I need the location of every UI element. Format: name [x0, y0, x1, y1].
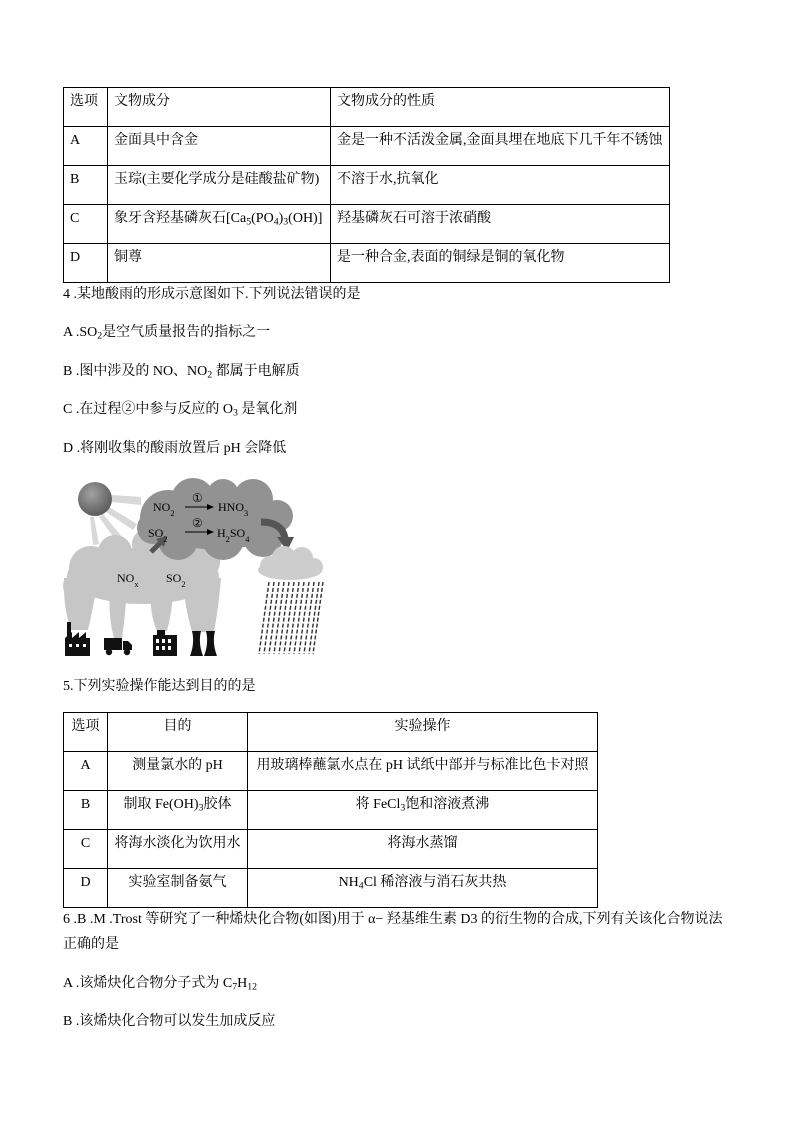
text-run: 饱和溶液煮沸: [405, 797, 490, 812]
truck-cargo: [104, 638, 122, 650]
rain-streak: [299, 582, 309, 654]
q4-option-a: [63, 323, 270, 343]
cell-property: 羟基磷灰石可溶于浓硝酸: [331, 205, 670, 244]
text-run: C .在过程②中参与反应的 O: [63, 402, 233, 417]
question-5-stem: 5.下列实验操作能达到目的的是: [63, 679, 256, 694]
subscript: 2: [225, 534, 230, 544]
rain-streak: [294, 582, 304, 654]
cell-option: A: [64, 752, 108, 791]
cell-property: 不溶于水,抗氧化: [331, 166, 670, 205]
subscript: 5: [246, 216, 252, 228]
text-run: SO: [229, 526, 246, 540]
rain-streak: [274, 582, 284, 654]
cell-option: D: [64, 244, 108, 283]
truck-wheel: [106, 649, 112, 655]
subscript: 4: [273, 216, 279, 228]
text-run: 胶体: [203, 797, 232, 812]
subscript: 2: [181, 579, 186, 589]
sun-ray: [112, 495, 141, 505]
cell-property: 金是一种不活泼金属,金面具埋在地底下几千年不锈蚀: [331, 127, 670, 166]
header-cell-property: 文物成分的性质: [331, 88, 670, 127]
text-run: 是空气质量报告的指标之一: [102, 325, 271, 340]
header-cell-operation: 实验操作: [248, 713, 598, 752]
cell-purpose: 将海水淡化为饮用水: [108, 830, 248, 869]
subscript: 7: [232, 981, 238, 993]
text-run: (PO: [251, 211, 274, 226]
subscript: 2: [163, 534, 168, 544]
text-run: NH: [338, 875, 359, 890]
text-run: H: [217, 526, 226, 540]
rain-streak: [304, 582, 314, 654]
smoke-plume: [183, 578, 221, 632]
table-row: [64, 752, 598, 791]
cooling-tower: [190, 631, 203, 656]
cell-operation: [248, 791, 598, 830]
subscript: 3: [400, 802, 406, 814]
text-run: 制取 Fe(OH): [123, 797, 199, 812]
rain-streak: [279, 582, 289, 654]
cooling-tower-icon: [190, 631, 217, 656]
text-run: HNO: [218, 500, 244, 514]
subscript: 2: [207, 369, 213, 381]
building-window: [162, 646, 165, 650]
cloud-puff: [305, 558, 323, 576]
cooling-tower: [204, 631, 217, 656]
cell-component: 铜尊: [108, 244, 331, 283]
rain-streak: [264, 582, 274, 654]
reaction2-step-number: ②: [192, 516, 203, 530]
text-run: NO: [117, 571, 135, 585]
building-window: [168, 639, 171, 643]
cell-purpose: [108, 791, 248, 830]
text-run: (OH)]: [288, 211, 323, 226]
cell-option: C: [64, 205, 108, 244]
subscript: 3: [283, 216, 289, 228]
text-run: NO: [153, 500, 171, 514]
factory-window: [69, 644, 72, 647]
building-window: [156, 646, 159, 650]
subscript: x: [134, 579, 139, 589]
building-body: [153, 635, 177, 656]
subscript: 3: [244, 508, 249, 518]
table-row: [64, 830, 598, 869]
truck-wheel: [124, 649, 130, 655]
question-6-stem-continued: 正确的是: [63, 937, 119, 952]
building-top: [157, 630, 165, 636]
subscript: 2: [170, 508, 175, 518]
truck-icon: [104, 638, 132, 655]
cell-property: 是一种合金,表面的铜绿是铜的氧化物: [331, 244, 670, 283]
header-cell-component: 文物成分: [108, 88, 331, 127]
table-row: [64, 791, 598, 830]
cloud-puff: [98, 535, 132, 569]
cell-operation: [248, 869, 598, 908]
truck-cab: [123, 641, 132, 650]
text-run: H: [237, 976, 248, 991]
sun-icon: [78, 482, 112, 516]
subscript: 4: [245, 534, 250, 544]
smoke-plume: [151, 588, 173, 631]
reaction-cloud: [137, 478, 293, 560]
text-run: 是氧化剂: [237, 402, 298, 417]
subscript: 4: [358, 880, 364, 892]
question-4-stem: 4 .某地酸雨的形成示意图如下.下列说法错误的是: [63, 287, 361, 302]
reaction1-step-number: ①: [192, 491, 203, 505]
cell-option: C: [64, 830, 108, 869]
header-cell-option: 选项: [64, 88, 108, 127]
factory-window: [83, 644, 86, 647]
smoke-plume: [110, 588, 128, 638]
header-cell-option: 选项: [64, 713, 108, 752]
q5-table: [63, 712, 598, 908]
table-row: [64, 205, 670, 244]
text-run: 都属于电解质: [212, 364, 300, 379]
text-run: SO: [148, 526, 164, 540]
sun-ray: [90, 517, 99, 545]
cell-option: B: [64, 166, 108, 205]
q6-option-b: B .该烯炔化合物可以发生加成反应: [63, 1014, 276, 1029]
rain-streak: [269, 582, 279, 654]
rain-streak: [259, 582, 269, 654]
text-run: ): [278, 211, 284, 226]
subscript: 2: [97, 330, 103, 342]
text-run: SO: [166, 571, 182, 585]
building-window: [162, 639, 165, 643]
q4-option-b: [63, 362, 300, 382]
acid-rain: [259, 582, 323, 654]
table-header-row: [64, 88, 670, 127]
text-run: A .SO: [63, 325, 98, 340]
q4-option-c: [63, 400, 297, 420]
cell-operation: 用玻璃棒蘸氯水点在 pH 试纸中部并与标准比色卡对照: [248, 752, 598, 791]
rain-streak: [284, 582, 294, 654]
cell-operation: 将海水蒸馏: [248, 830, 598, 869]
table-row: [64, 244, 670, 283]
q6-option-a: [63, 974, 257, 994]
cell-option: D: [64, 869, 108, 908]
q4-option-d: D .将刚收集的酸雨放置后 pH 会降低: [63, 441, 287, 456]
building-icon: [153, 630, 177, 656]
table-row: [64, 127, 670, 166]
building-window: [156, 639, 159, 643]
header-cell-purpose: 目的: [108, 713, 248, 752]
text-run: A .该烯炔化合物分子式为 C: [63, 976, 233, 991]
text-run: Cl 稀溶液与消石灰共热: [363, 875, 507, 890]
factory-window: [76, 644, 79, 647]
subscript: 3: [198, 802, 204, 814]
table-header-row: [64, 713, 598, 752]
cell-component: [108, 205, 331, 244]
building-window: [168, 646, 171, 650]
q3-table: [63, 87, 670, 283]
question-6-stem: 6 .B .M .Trost 等研究了一种烯炔化合物(如图)用于 α− 羟基维生素 D3 的衍生物的合成,下列有关该化合物说法: [63, 912, 723, 927]
cell-option: B: [64, 791, 108, 830]
table-row: [64, 166, 670, 205]
subscript: 3: [232, 407, 238, 419]
cell-purpose: 实验室制备氨气: [108, 869, 248, 908]
text-run: B .图中涉及的 NO、NO: [63, 364, 208, 379]
text-run: 象牙含羟基磷灰石[Ca: [114, 211, 247, 226]
cell-component: 玉琮(主要化学成分是硅酸盐矿物): [108, 166, 331, 205]
subscript: 12: [247, 981, 258, 993]
cell-option: A: [64, 127, 108, 166]
table-row: [64, 869, 598, 908]
acid-rain-diagram: [63, 478, 325, 658]
rain-streak: [289, 582, 299, 654]
cell-component: 金面具中含金: [108, 127, 331, 166]
text-run: 将 FeCl: [355, 797, 401, 812]
cell-purpose: 测量氯水的 pH: [108, 752, 248, 791]
